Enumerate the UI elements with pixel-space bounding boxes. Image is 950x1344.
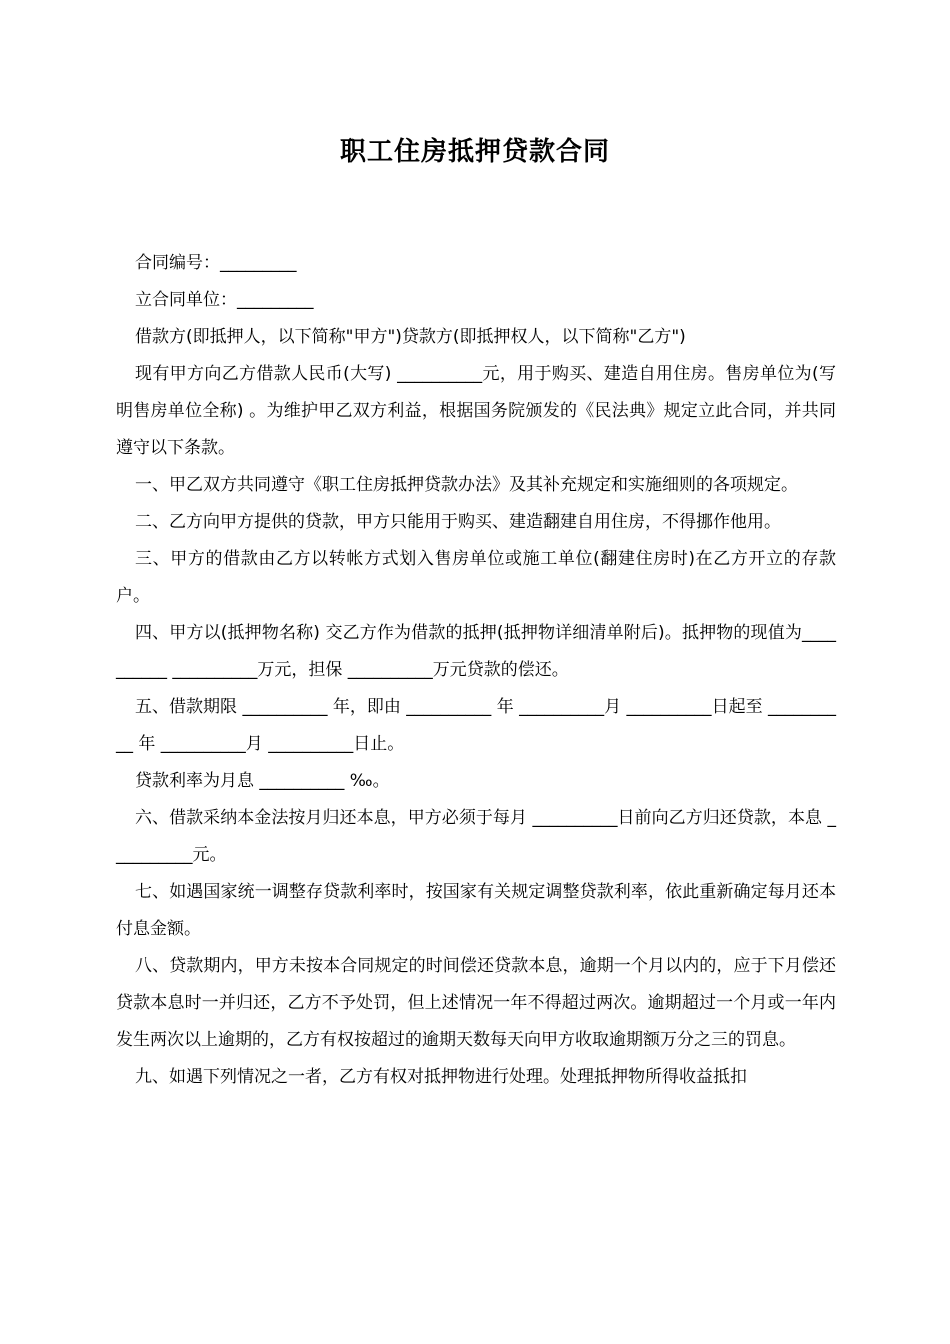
clause-4: 四、甲方以(抵押物名称) 交乙方作为借款的抵押(抵押物详细清单附后)。抵押物的现值为__________ __________万元，担保 __________万元贷款的偿还。	[116, 623, 836, 680]
clause-9: 九、如遇下列情况之一者，乙方有权对抵押物进行处理。处理抵押物所得收益抵扣	[135, 1067, 747, 1087]
clause-3: 三、甲方的借款由乙方以转帐方式划入售房单位或施工单位(翻建住房时)在乙方开立的存款户。	[116, 549, 836, 606]
interest-rate-line: 贷款利率为月息 __________ ‰。	[135, 771, 390, 791]
clause-2: 二、乙方向甲方提供的贷款，甲方只能用于购买、建造翻建自用住房，不得挪作他用。	[135, 512, 781, 532]
contract-number-line: 合同编号：_________	[135, 253, 297, 273]
clause-1: 一、甲乙双方共同遵守《职工住房抵押贷款办法》及其补充规定和实施细则的各项规定。	[135, 475, 798, 495]
document-title: 职工住房抵押贷款合同	[339, 137, 610, 167]
clause-7: 七、如遇国家统一调整存贷款利率时，按国家有关规定调整贷款利率，依此重新确定每月还本付息金额。	[116, 882, 836, 939]
parties-definition: 借款方(即抵押人，以下简称"甲方")贷款方(即抵押权人，以下简称"乙方")	[135, 327, 686, 347]
contract-party-line: 立合同单位：_________	[135, 290, 314, 310]
clause-5: 五、借款期限 __________ 年，即由 __________ 年 __________月 __________日起至 __________ 年 __________月 __________日止。	[116, 697, 836, 754]
clause-8: 八、贷款期内，甲方未按本合同规定的时间偿还贷款本息，逾期一个月以内的，应于下月偿还贷款本息时一并归还，乙方不予处罚，但上述情况一年不得超过两次。逾期超过一个月或一年内发生两次以上逾期的，乙方有权按超过的逾期天数每天向甲方收取逾期额万分之三的罚息。	[116, 956, 836, 1050]
document-body	[116, 245, 836, 1096]
preamble-paragraph: 现有甲方向乙方借款人民币(大写) __________元，用于购买、建造自用住房。售房单位为(写明售房单位全称) 。为维护甲乙双方利益，根据国务院颁发的《民法典》规定立此合同，并共同遵守以下条款。	[116, 364, 836, 458]
clause-6: 六、借款采纳本金法按月归还本息，甲方必须于每月 __________日前向乙方归还贷款，本息 __________元。	[116, 808, 836, 865]
